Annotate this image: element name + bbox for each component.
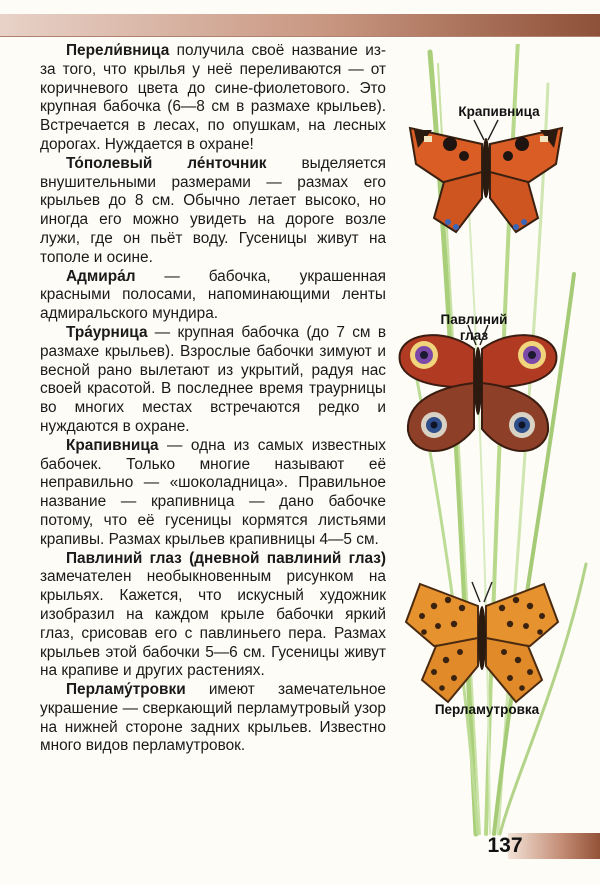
description: имеют замечательное украшение — сверкающий перламутровый узор на нижней стороне задних крыльев. Известно много видов перламутровок. bbox=[40, 681, 386, 755]
description: — крупная бабочка (до 7 см в размахе крыльев). Взрослые бабочки зимуют и весной рано вылетают из укрытий, радуя нас своей красотой. В последнее время траурницы во многих местах встречаются редко и нуждаются в охране. bbox=[40, 323, 386, 435]
description: — одна из самых известных бабочек. Только многие называют её неправильно — «шоколадница». Правильное название — крапивница — дано бабочке потому, что её гусеницы кормятся листьями крапивы. Размах крыльев крапивницы 4—5 см. bbox=[40, 436, 386, 548]
description: — бабочка, украшенная красными полосами, напоминающими ленты адмиральского мундира. bbox=[40, 267, 386, 323]
paragraph-traurnitsa bbox=[40, 324, 386, 437]
term: Тра́урница bbox=[66, 323, 148, 341]
description: замечателен необыкновенным рисунком на крыльях. Кажется, что искусный художник изобразил на каждом крыле бабочки яркий глаз, срисовав его с павлиньего пера. Размах крыльев этой бабочки 5—6 см. Гусеницы живут на крапиве и других растениях. bbox=[40, 568, 386, 680]
term: Перели́вница bbox=[66, 42, 170, 59]
paragraph-lentochnik bbox=[40, 155, 386, 268]
term: Адмира́л bbox=[66, 267, 136, 285]
krapivnitsa-butterfly-icon bbox=[410, 120, 562, 232]
description: выделяется внушительными размерами — размах его крыльев до 8 см. Обычно летает высоко, но иногда его можно увидеть на дороге возле лужи, где он пьёт воду. Гусеницы живут на тополе и осине. bbox=[40, 154, 386, 266]
article-text bbox=[40, 42, 386, 756]
perlamutrovka-butterfly-icon bbox=[406, 582, 558, 702]
label-perlamutrovka: Перламутровка bbox=[434, 702, 540, 717]
paragraph-perelivnitsa bbox=[40, 42, 386, 155]
paragraph-krapivnitsa bbox=[40, 437, 386, 550]
header-band bbox=[0, 14, 600, 36]
paragraph-perlamutrovka bbox=[40, 681, 386, 756]
description: получила своё название из-за того, что крылья у неё переливаются — от коричневого цвета до сине-фиолетового. Это крупная бабочка (6—8 см в размахе крыльев). Встречается в лесах, по опушкам, на лесных дорогах. Нуждается в охране! bbox=[40, 42, 386, 153]
label-krapivnitsa: Крапивница bbox=[458, 104, 540, 119]
term: Крапивница bbox=[66, 436, 159, 454]
butterfly-illustration bbox=[398, 44, 600, 844]
term: Перламу́тровки bbox=[66, 681, 186, 699]
term: Павлиний глаз (дневной павлиний глаз) bbox=[66, 549, 386, 567]
header-divider bbox=[0, 36, 600, 37]
paragraph-pavliniy-glaz bbox=[40, 550, 386, 682]
paragraph-admiral bbox=[40, 268, 386, 324]
term: То́полевый ле́нточник bbox=[66, 154, 267, 172]
label-pavliniy-glaz: Павлиний глаз bbox=[440, 312, 508, 343]
page-number: 137 bbox=[487, 834, 523, 857]
